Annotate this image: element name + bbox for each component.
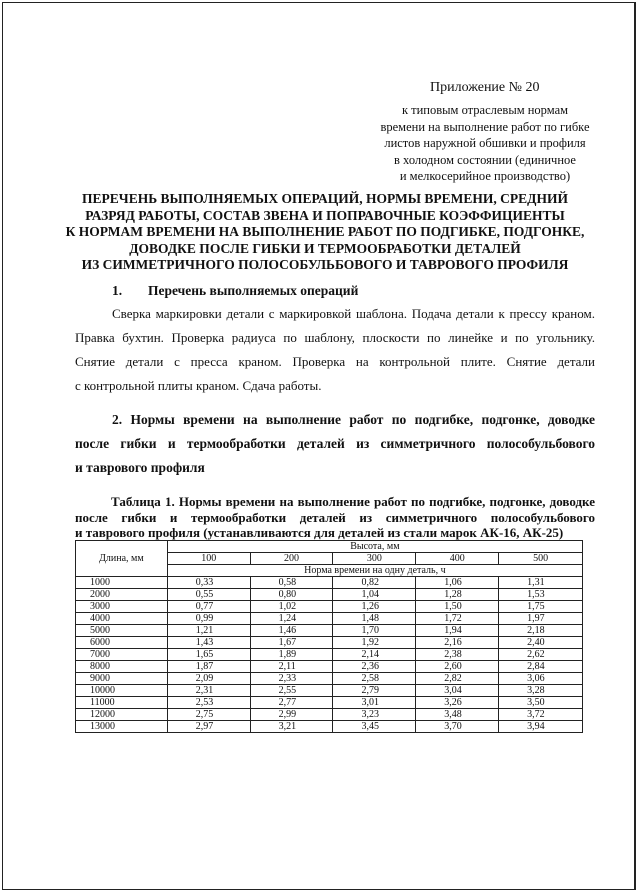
norm-value-cell: 3,72 xyxy=(499,709,583,721)
norm-value-cell: 2,82 xyxy=(416,673,499,685)
norm-value-cell: 3,48 xyxy=(416,709,499,721)
norm-value-cell: 1,70 xyxy=(333,625,416,637)
norm-value-cell: 2,18 xyxy=(499,625,583,637)
norm-value-cell: 3,94 xyxy=(499,721,583,733)
norm-value-cell: 2,84 xyxy=(499,661,583,673)
appendix-subtitle xyxy=(350,102,620,185)
norm-value-cell: 2,16 xyxy=(416,637,499,649)
norm-value-cell: 3,70 xyxy=(416,721,499,733)
section1-number: 1. xyxy=(112,283,123,298)
norm-value-cell: 2,14 xyxy=(333,649,416,661)
norm-value-cell: 3,01 xyxy=(333,697,416,709)
length-cell: 13000 xyxy=(76,721,168,733)
norm-value-cell: 2,79 xyxy=(333,685,416,697)
length-cell: 7000 xyxy=(76,649,168,661)
section1-line: Снятие детали с пресса краном. Проверка на контрольной плите. Снятие детали xyxy=(75,354,595,369)
length-cell: 4000 xyxy=(76,613,168,625)
appendix-line: листов наружной обшивки и профиля xyxy=(384,136,586,150)
norm-value-cell: 0,33 xyxy=(167,577,250,589)
norm-value-cell: 1,26 xyxy=(333,601,416,613)
norm-value-cell: 2,09 xyxy=(167,673,250,685)
section1-title xyxy=(112,283,358,299)
norm-value-cell: 1,67 xyxy=(250,637,333,649)
norm-value-cell: 0,77 xyxy=(167,601,250,613)
norm-value-cell: 1,48 xyxy=(333,613,416,625)
section2-line: после гибки и термообработки деталей из симметричного полособульбового xyxy=(75,436,595,451)
norm-value-cell: 1,28 xyxy=(416,589,499,601)
table-row xyxy=(76,661,583,673)
heading-line: К НОРМАМ ВРЕМЕНИ НА ВЫПОЛНЕНИЕ РАБОТ ПО ПОДГИБКЕ, ПОДГОНКЕ, xyxy=(65,224,585,239)
height-cell: 100 xyxy=(167,553,250,565)
norm-value-cell: 1,24 xyxy=(250,613,333,625)
height-cell: 300 xyxy=(333,553,416,565)
table-row xyxy=(76,601,583,613)
table-row xyxy=(76,649,583,661)
norm-value-cell: 3,04 xyxy=(416,685,499,697)
norm-value-cell: 2,53 xyxy=(167,697,250,709)
norm-value-cell: 1,46 xyxy=(250,625,333,637)
document-heading xyxy=(60,191,590,274)
height-cell: 500 xyxy=(499,553,583,565)
norm-value-cell: 2,58 xyxy=(333,673,416,685)
norm-value-cell: 2,11 xyxy=(250,661,333,673)
norm-header: Норма времени на одну деталь, ч xyxy=(167,565,582,577)
caption-line: после гибки и термообработки деталей из симметричного полособульбового xyxy=(75,509,595,525)
table-row xyxy=(76,613,583,625)
section2-line: и таврового профиля xyxy=(75,460,205,475)
norm-value-cell: 1,21 xyxy=(167,625,250,637)
norm-value-cell: 2,36 xyxy=(333,661,416,673)
norm-value-cell: 1,65 xyxy=(167,649,250,661)
section2-line: 2. Нормы времени на выполнение работ по подгибке, подгонке, доводке xyxy=(112,412,595,427)
norm-value-cell: 3,28 xyxy=(499,685,583,697)
norm-value-cell: 2,38 xyxy=(416,649,499,661)
length-cell: 9000 xyxy=(76,673,168,685)
length-cell: 12000 xyxy=(76,709,168,721)
norm-value-cell: 3,23 xyxy=(333,709,416,721)
caption-line: Таблица 1. Нормы времени на выполнение работ по подгибке, подгонке, доводке xyxy=(111,494,595,509)
norm-value-cell: 2,55 xyxy=(250,685,333,697)
length-header: Длина, мм xyxy=(76,541,168,577)
norm-value-cell: 2,40 xyxy=(499,637,583,649)
section1-title-text: Перечень выполняемых операций xyxy=(148,283,359,298)
norm-value-cell: 1,04 xyxy=(333,589,416,601)
length-cell: 11000 xyxy=(76,697,168,709)
table-row xyxy=(76,709,583,721)
heading-line: ИЗ СИММЕТРИЧНОГО ПОЛОСОБУЛЬБОВОГО И ТАВРОВОГО ПРОФИЛЯ xyxy=(81,257,569,272)
table-row xyxy=(76,577,583,589)
table-row xyxy=(76,697,583,709)
heading-line: РАЗРЯД РАБОТЫ, СОСТАВ ЗВЕНА И ПОПРАВОЧНЫЕ КОЭФФИЦИЕНТЫ xyxy=(85,207,565,223)
caption-line: и таврового профиля (устанавливаются для деталей из стали марок АК-16, АК-25) xyxy=(75,525,564,540)
norm-value-cell: 0,80 xyxy=(250,589,333,601)
norm-value-cell: 1,31 xyxy=(499,577,583,589)
table-header-row xyxy=(76,541,583,553)
norm-value-cell: 3,21 xyxy=(250,721,333,733)
norms-table xyxy=(75,540,583,733)
norm-value-cell: 1,97 xyxy=(499,613,583,625)
height-cell: 400 xyxy=(416,553,499,565)
norm-value-cell: 3,50 xyxy=(499,697,583,709)
table-row xyxy=(76,673,583,685)
norm-value-cell: 1,92 xyxy=(333,637,416,649)
norm-value-cell: 2,97 xyxy=(167,721,250,733)
table-caption xyxy=(75,494,595,541)
section1-line: Правка бухтин. Проверка радиуса по шаблону, плоскости по линейке и по угольнику. xyxy=(75,330,595,345)
norm-value-cell: 2,33 xyxy=(250,673,333,685)
norm-value-cell: 3,26 xyxy=(416,697,499,709)
section1-line: Сверка маркировки детали с маркировкой шаблона. Подача детали к прессу краном. xyxy=(112,306,595,321)
norm-value-cell: 1,43 xyxy=(167,637,250,649)
length-cell: 2000 xyxy=(76,589,168,601)
norm-value-cell: 1,53 xyxy=(499,589,583,601)
length-cell: 10000 xyxy=(76,685,168,697)
appendix-line: в холодном состоянии (единичное xyxy=(394,152,576,167)
table-row xyxy=(76,685,583,697)
norm-value-cell: 2,99 xyxy=(250,709,333,721)
table-row xyxy=(76,625,583,637)
norm-value-cell: 2,77 xyxy=(250,697,333,709)
table-row xyxy=(76,637,583,649)
length-cell: 3000 xyxy=(76,601,168,613)
norm-value-cell: 1,02 xyxy=(250,601,333,613)
norm-value-cell: 1,72 xyxy=(416,613,499,625)
heading-line: ПЕРЕЧЕНЬ ВЫПОЛНЯЕМЫХ ОПЕРАЦИЙ, НОРМЫ ВРЕМЕНИ, СРЕДНИЙ xyxy=(82,191,568,206)
height-header: Высота, мм xyxy=(167,541,582,553)
table-row xyxy=(76,589,583,601)
appendix-line: и мелкосерийное производство) xyxy=(399,169,571,183)
appendix-title: Приложение № 20 xyxy=(430,80,540,95)
norm-value-cell: 2,62 xyxy=(499,649,583,661)
norm-value-cell: 0,82 xyxy=(333,577,416,589)
norm-value-cell: 1,06 xyxy=(416,577,499,589)
section1-line: с контрольной плиты краном. Сдача работы. xyxy=(75,378,322,393)
norm-value-cell: 3,45 xyxy=(333,721,416,733)
norm-value-cell: 2,60 xyxy=(416,661,499,673)
length-cell: 6000 xyxy=(76,637,168,649)
section1-body xyxy=(75,302,595,398)
norm-value-cell: 1,94 xyxy=(416,625,499,637)
norm-value-cell: 3,06 xyxy=(499,673,583,685)
norm-value-cell: 1,87 xyxy=(167,661,250,673)
norm-value-cell: 2,31 xyxy=(167,685,250,697)
length-cell: 8000 xyxy=(76,661,168,673)
section2-title xyxy=(75,408,595,480)
norm-value-cell: 0,99 xyxy=(167,613,250,625)
length-cell: 5000 xyxy=(76,625,168,637)
length-cell: 1000 xyxy=(76,577,168,589)
height-cell: 200 xyxy=(250,553,333,565)
appendix-line: времени на выполнение работ по гибке xyxy=(380,119,590,134)
norm-value-cell: 1,75 xyxy=(499,601,583,613)
norm-value-cell: 2,75 xyxy=(167,709,250,721)
appendix-line: к типовым отраслевым нормам xyxy=(401,103,569,117)
norm-value-cell: 0,55 xyxy=(167,589,250,601)
heading-line: ДОВОДКЕ ПОСЛЕ ГИБКИ И ТЕРМООБРАБОТКИ ДЕТАЛЕЙ xyxy=(129,240,521,256)
norm-value-cell: 1,50 xyxy=(416,601,499,613)
table-row xyxy=(76,721,583,733)
norm-value-cell: 0,58 xyxy=(250,577,333,589)
norm-value-cell: 1,89 xyxy=(250,649,333,661)
